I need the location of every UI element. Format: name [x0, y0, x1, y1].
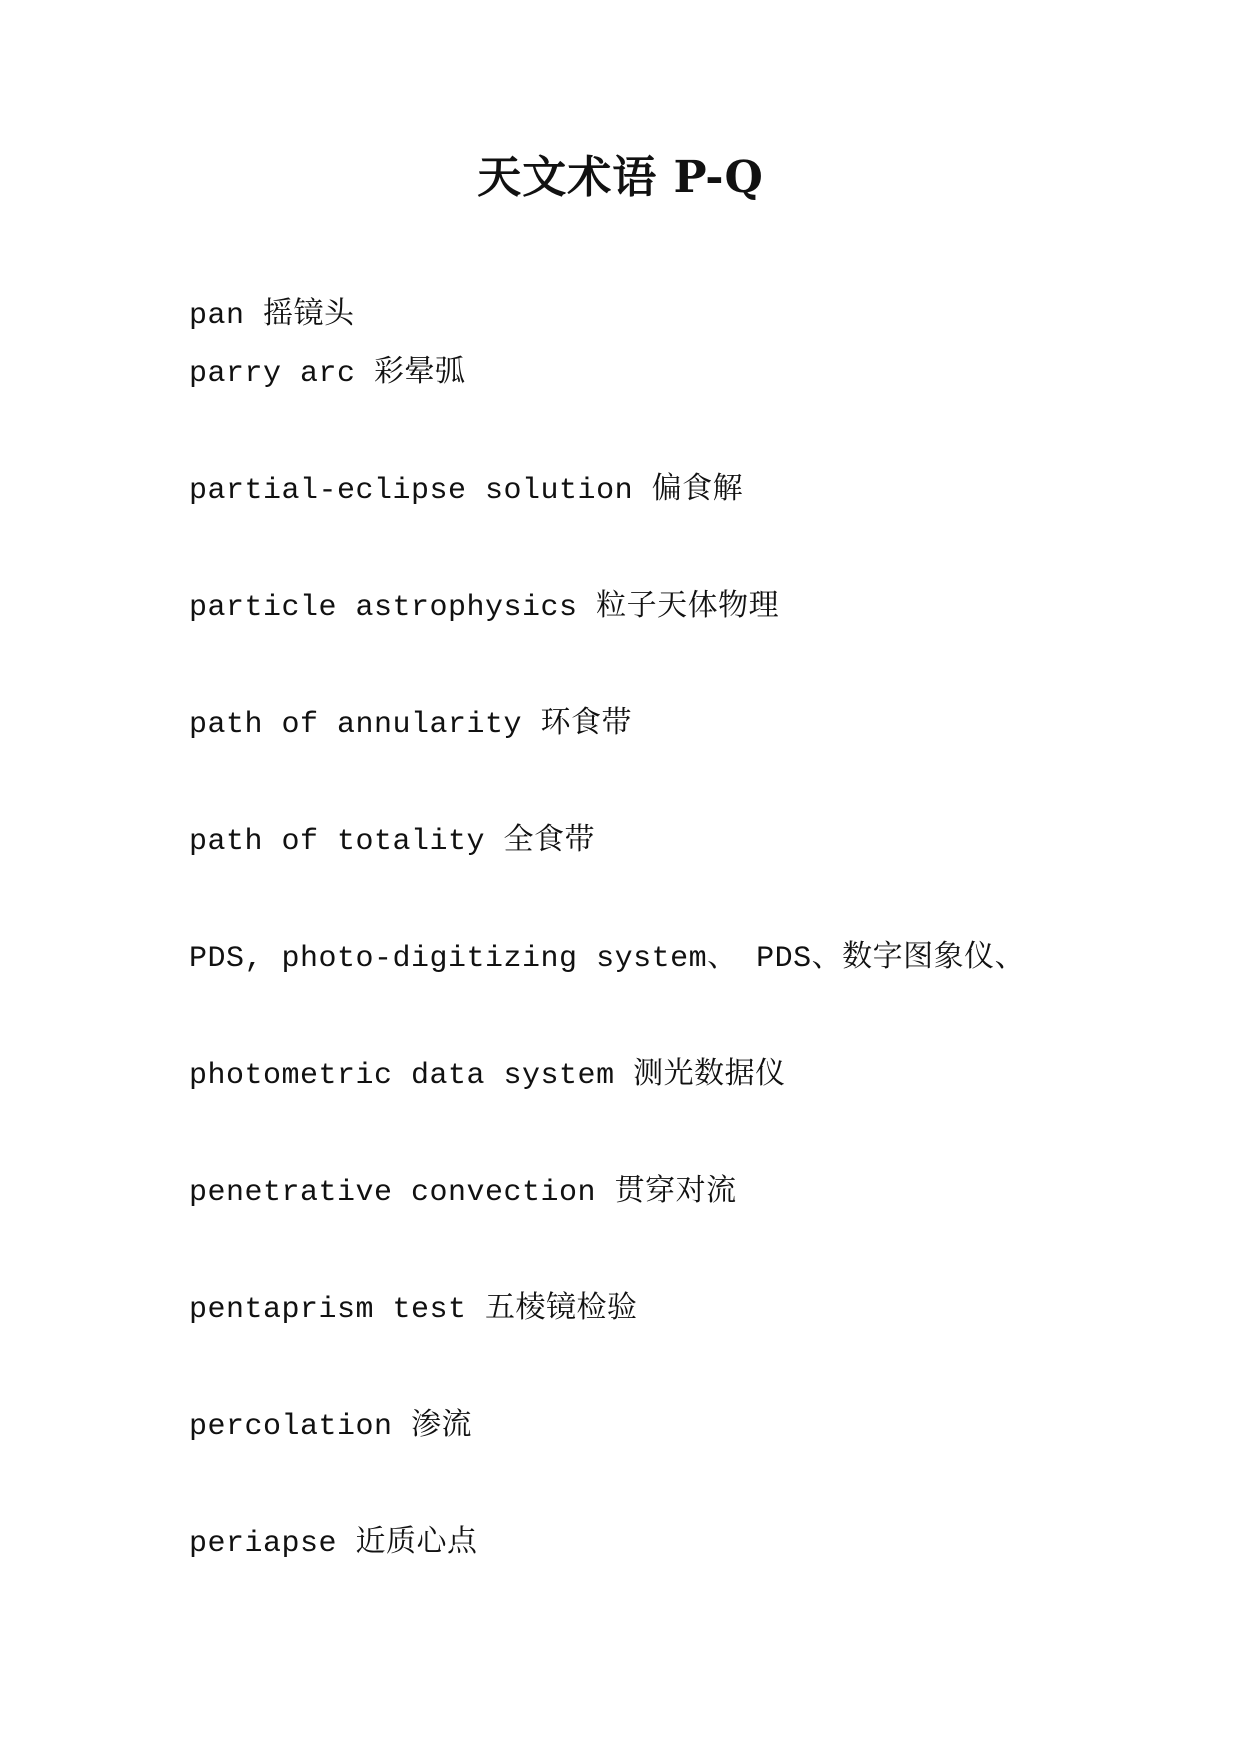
glossary-entry: pentaprism test 五棱镜检验 [189, 1293, 638, 1327]
glossary-entry: path of totality 全食带 [189, 825, 596, 859]
glossary-entry: partial-eclipse solution 偏食解 [189, 474, 744, 508]
glossary-entry: penetrative convection 贯穿对流 [189, 1176, 737, 1210]
glossary-entry: pan 摇镜头 [189, 299, 355, 333]
glossary-entry: photometric data system 测光数据仪 [189, 1059, 786, 1093]
glossary-entry: particle astrophysics 粒子天体物理 [189, 591, 780, 625]
glossary-entry: periapse 近质心点 [189, 1527, 478, 1561]
glossary-entry: parry arc 彩晕弧 [189, 357, 466, 391]
glossary-entry: path of annularity 环食带 [189, 708, 633, 742]
glossary-entry: PDS, photo-digitizing system、 PDS、数字图象仪、 [189, 942, 1026, 976]
glossary-entry: percolation 渗流 [189, 1410, 473, 1444]
page-title: 天文术语 P-Q [477, 152, 764, 203]
